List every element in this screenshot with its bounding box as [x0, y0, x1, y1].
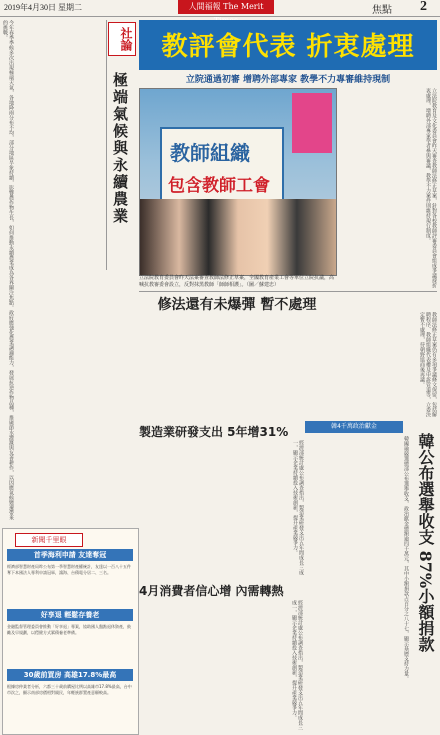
page-header-bar — [0, 0, 440, 17]
sign-text-line1: 教師組織 — [170, 141, 250, 165]
protest-sign — [160, 127, 284, 205]
sign-text-line2: 包含教師工會 — [168, 176, 270, 196]
brief-body-3: 根據房仲業者分析，六都三十歲前購屋比例以高雄市17.8%最高，台中市次之，顯示南部房價相對親民，年輕族群置產意願較高。 — [7, 684, 132, 695]
lead-article-body: 立法院教育及文化委員會昨天審查教師法修正草案，針對各校教師評審委員會組成爭議採折衷處理，增聘外部專家學者參與審議，教學不力案件則維持現行制度。 — [425, 88, 437, 288]
brief-heading-1: 首季海利申請 友達奪冠 — [7, 549, 133, 561]
protesters-crowd — [140, 199, 336, 275]
news-brief-box — [2, 528, 139, 735]
fourth-article-body: 經濟部統計處公布調查指出，製造業研發支出五年間成長三成一，顯示企業持續投入技術創新，提升產業競爭力。 — [291, 600, 303, 730]
news-photo — [139, 88, 337, 276]
side-headline: 韓公布選舉收支 87%小額捐款 — [416, 433, 435, 653]
lead-headline: 教評會代表 折衷處理 — [161, 32, 415, 62]
fourth-headline: 4月消費者信心增 內需轉熱 — [139, 584, 284, 598]
second-headline: 修法還有未爆彈 暫不處理 — [157, 297, 317, 313]
left-column-text — [2, 20, 105, 520]
third-article-body: 經濟部統計處公布調查指出，製造業研發支出五年間成長三成一，顯示企業持續投入技術創新，提升產業競爭力。 — [292, 440, 304, 575]
brief-body-2: 金融監督管理委員會推動「好享退」專案，協助國人盤點退休資產，鼓勵及早規劃，以穩健方式累積養老準備。 — [7, 624, 131, 635]
section-name: 焦點 — [372, 5, 392, 16]
side-article-body: 韓國瑜競選總部公布選舉收支，政治獻金總額逾四千萬元，其中小額捐款占百分之八十七，顯示基層支持力量。 — [403, 436, 409, 681]
news-brief-title: 新聞千里眼 — [15, 533, 83, 547]
photo-caption: 立法院教育委員會昨天法案審查教師法修正草案，全國教育產業工會等單位立院抗議，高喊抗教審委會設立，反對抹黑教師「師師相護」。（圖／蘇建忠） — [139, 275, 335, 288]
brief-body-1: 經濟部智慧財產局昨公布第一季智慧財產權統計，友達以一百八十五件奪下本國法人專利申請冠軍，鴻海、台積電分居二、三名。 — [7, 564, 131, 575]
lead-headline-banner — [139, 20, 437, 70]
editorial-title: 極端氣候與永續農業 — [111, 72, 129, 225]
lead-subheadline: 立院通過初審 增聘外部專家 教學不力專審維持現制 — [185, 75, 391, 85]
editorial-body: 今年春季季候多次出現極端天氣，各地降雨分布不均，部分地區旱象持續，影響農作物生長，如何推動永續農業成為各界關注焦點。政府應強化農業調適能力，發展抗逆作物品種，推廣節水灌溉與友善耕作，以因應氣候變遷帶來的挑戰。 — [2, 20, 14, 520]
third-headline: 製造業研發支出 5年增31% — [139, 425, 289, 439]
brief-heading-2: 好享退 輕鬆存養老 — [7, 609, 133, 621]
issue-date: 2019年4月30日 星期二 — [4, 3, 82, 12]
divider-line — [139, 291, 437, 292]
second-article-body: 教師法修正草案仍有多項爭議條文保留，包括解聘程序、教師組織代表權及申訴管道等，立委決定暫不處理，待朝野協商後再議。 — [419, 312, 437, 417]
side-banner: 韓4千萬政治獻金 — [305, 421, 403, 433]
protest-flag — [292, 93, 332, 153]
masthead-logo: 人間福報 The Merit — [178, 0, 274, 14]
page-number: 2 — [420, 0, 427, 14]
editorial-label: 社論 — [108, 22, 136, 56]
brief-heading-3: 30歲前買房 高雄17.8%最高 — [7, 669, 133, 681]
